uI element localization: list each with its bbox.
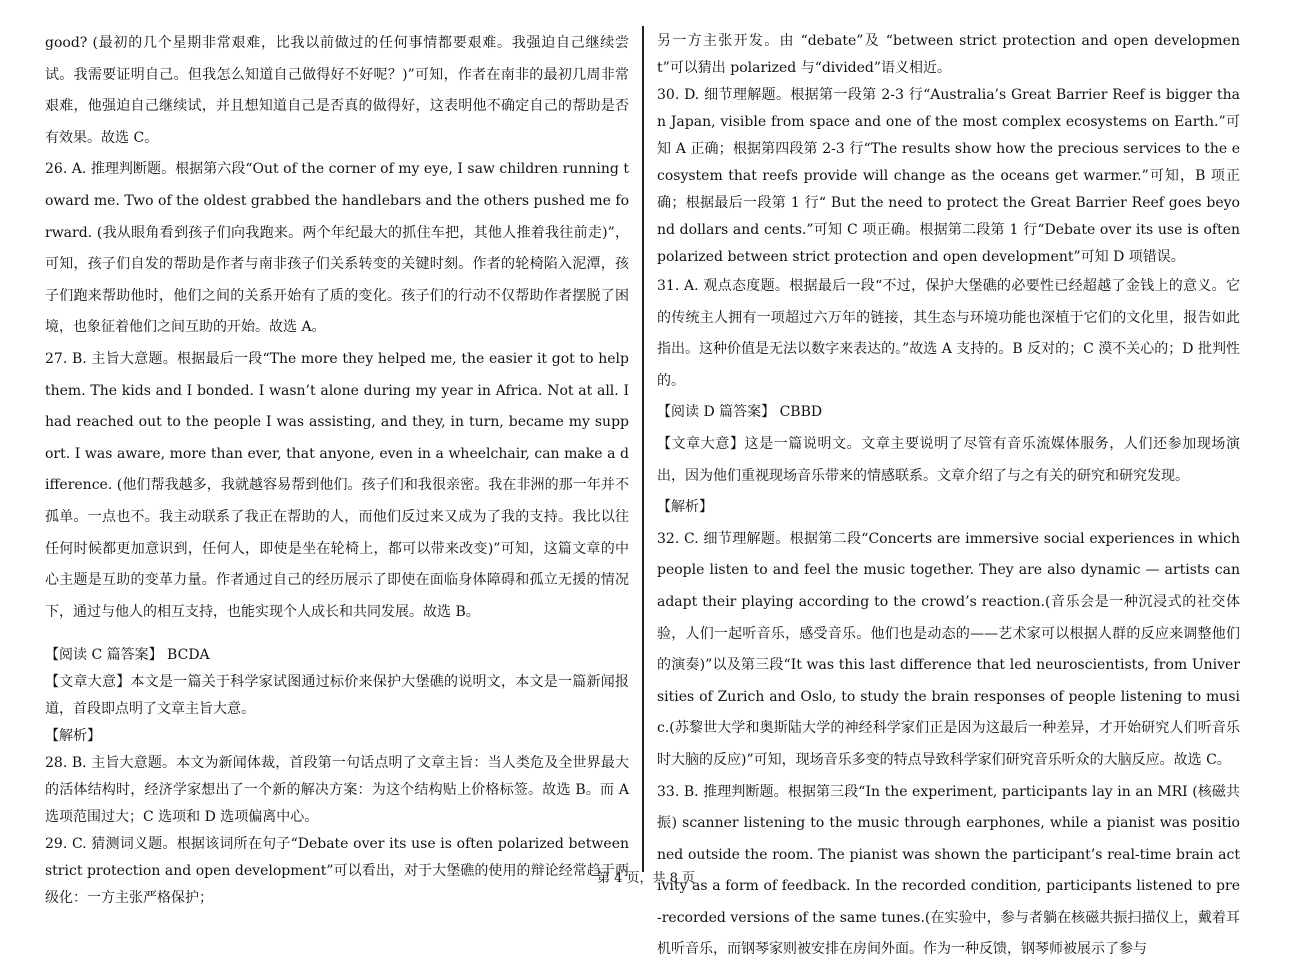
paragraph-q28: 28. B. 主旨大意题。本文为新闻体裁，首段第一句话点明了文章主旨：当人类危及全世界最大的活体结构时，经济学家想出了一个新的解决方案：为这个结构贴上价格标签。故选 B。而 A 选项范围过大；C 选项和 D 选项偏离中心。 <box>45 750 629 831</box>
paragraph-q32: 32. C. 细节理解题。根据第二段“Concerts are immersive social experiences in which people listen to and feel the music together. They are also dynamic — artists can adapt their playing according to the crowd’s reaction.(音乐会是一种沉浸式的社交体验，人们一起听音乐，感受音乐。他们也是动态的——艺术家可以根据人群的反应来调整他们的演奏)”以及第三段“It was this last difference that led neuroscientists, from Universities of Zurich and Oslo, to study the brain responses of people listening to music.(苏黎世大学和奥斯陆大学的神经科学家们正是因为这最后一种差异，才开始研究人们听音乐时大脑的反应)”可知，现场音乐多变的特点导致科学家们研究音乐听众的大脑反应。故选 C。 <box>657 524 1240 777</box>
section-c-analysis-heading: 【解析】 <box>45 723 629 750</box>
paragraph-q29-continued: 另一方主张开发。由 “debate”及 “between strict protection and open development”可以猜出 polarized 与“divided”语义相近。 <box>657 28 1240 82</box>
page-number: 第 4 页，共 8 页 <box>597 871 695 886</box>
paragraph-q33: 33. B. 推理判断题。根据第三段“In the experiment, participants lay in an MRI (核磁共振) scanner listening to the music through earphones, while a pianist was positioned outside the room. The pianist was shown the participant’s real-time brain activity as a form of feedback. In the recorded condition, participants listened to pre-recorded versions of the same tunes.(在实验中，参与者躺在核磁共振扫描仪上，戴着耳机听音乐，而钢琴家则被安排在房间外面。作为一种反馈，钢琴师被展示了参与 <box>657 777 1240 966</box>
section-d-summary: 【文章大意】这是一篇说明文。文章主要说明了尽管有音乐流媒体服务，人们还参加现场演出，因为他们重视现场音乐带来的情感联系。文章介绍了与之有关的研究和研究发现。 <box>657 429 1240 492</box>
section-c-answers: 【阅读 C 篇答案】 BCDA <box>45 642 629 669</box>
section-gap <box>45 628 629 642</box>
section-d-analysis-heading: 【解析】 <box>657 492 1240 524</box>
paragraph-q27: 27. B. 主旨大意题。根据最后一段“The more they helped me, the easier it got to help them. The kids and I bonded. I wasn’t alone during my year in Africa. Not at all. I had reached out to the people I was assisting, and they, in turn, became my support. I was aware, more than ever, that anyone, even in a wheelchair, can make a difference. (他们帮我越多，我就越容易帮到他们。孩子们和我很亲密。我在非洲的那一年并不孤单。一点也不。我主动联系了我正在帮助的人，而他们反过来又成为了我的支持。我比以往任何时候都更加意识到，任何人，即使是坐在轮椅上，都可以带来改变)”可知，这篇文章的中心主题是互助的变革力量。作者通过自己的经历展示了即使在面临身体障碍和孤立无援的情况下，通过与他人的相互支持，也能实现个人成长和共同发展。故选 B。 <box>45 344 629 628</box>
left-column <box>45 28 629 912</box>
paragraph-q25-continued: good? (最初的几个星期非常艰难，比我以前做过的任何事情都要艰难。我强迫自己继续尝试。我需要证明自己。但我怎么知道自己做得好不好呢？)”可知，作者在南非的最初几周非常艰难，他强迫自己继续试，并且想知道自己是否真的做得好，这表明他不确定自己的帮助是否有效果。故选 C。 <box>45 28 629 154</box>
section-d-answers: 【阅读 D 篇答案】 CBBD <box>657 397 1240 429</box>
page-footer <box>0 870 1292 888</box>
right-column <box>657 28 1240 966</box>
section-c-summary: 【文章大意】本文是一篇关于科学家试图通过标价来保护大堡礁的说明文，本文是一篇新闻报道，首段即点明了文章主旨大意。 <box>45 669 629 723</box>
column-divider <box>642 26 644 872</box>
paragraph-q30: 30. D. 细节理解题。根据第一段第 2-3 行“Australia’s Great Barrier Reef is bigger than Japan, visible from space and one of the most complex ecosystems on Earth.”可知 A 正确；根据第四段第 2-3 行“The results show how the precious services to the ecosystem that reefs provide will change as the oceans get warmer.”可知，B 项正确；根据最后一段第 1 行“ But the need to protect the Great Barrier Reef goes beyond dollars and cents.”可知 C 项正确。根据第二段第 1 行“Debate over its use is often polarized between strict protection and open development”可知 D 项错误。 <box>657 82 1240 271</box>
paragraph-q31: 31. A. 观点态度题。根据最后一段“不过，保护大堡礁的必要性已经超越了金钱上的意义。它的传统主人拥有一项超过六万年的链接，其生态与环境功能也深植于它们的文化里，报告如此指出。这种价值是无法以数字来表达的。”故选 A 支持的。B 反对的；C 漠不关心的；D 批判性的。 <box>657 271 1240 397</box>
paragraph-q26: 26. A. 推理判断题。根据第六段“Out of the corner of my eye, I saw children running toward me. Two of the oldest grabbed the handlebars and the others pushed me forward. (我从眼角看到孩子们向我跑来。两个年纪最大的抓住车把，其他人推着我往前走)”，可知，孩子们自发的帮助是作者与南非孩子们关系转变的关键时刻。作者的轮椅陷入泥潭，孩子们跑来帮助他时，他们之间的关系开始有了质的变化。孩子们的行动不仅帮助作者摆脱了困境，也象征着他们之间互助的开始。故选 A。 <box>45 154 629 344</box>
paragraph-q29: 29. C. 猜测词义题。根据该词所在句子“Debate over its use is often polarized between strict protection and open development”可以看出，对于大堡礁的使用的辩论经常趋于两级化：一方主张严格保护； <box>45 831 629 912</box>
